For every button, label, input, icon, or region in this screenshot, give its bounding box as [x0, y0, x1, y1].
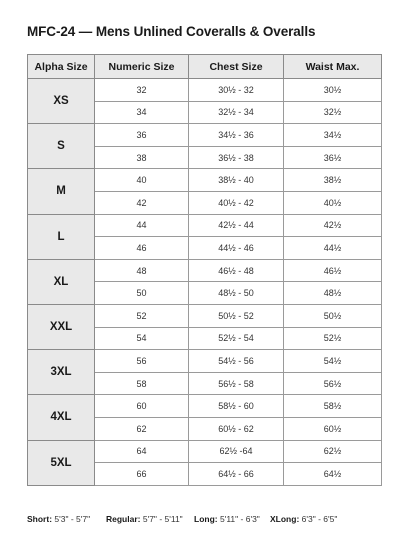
inseam-long-label: Long: — [194, 514, 218, 524]
waist-max-cell: 64½ — [284, 463, 382, 486]
numeric-size-cell: 64 — [95, 440, 189, 463]
numeric-size-cell: 52 — [95, 304, 189, 327]
chest-size-cell: 40½ - 42 — [189, 191, 284, 214]
alpha-size-cell: XXL — [28, 304, 95, 349]
chest-size-cell: 52½ - 54 — [189, 327, 284, 350]
chest-size-cell: 30½ - 32 — [189, 79, 284, 102]
numeric-size-cell: 66 — [95, 463, 189, 486]
waist-max-cell: 42½ — [284, 214, 382, 237]
numeric-size-cell: 34 — [95, 101, 189, 124]
numeric-size-cell: 44 — [95, 214, 189, 237]
alpha-size-cell: L — [28, 214, 95, 259]
inseam-xlong — [270, 514, 337, 524]
chest-size-cell: 38½ - 40 — [189, 169, 284, 192]
chest-size-cell: 36½ - 38 — [189, 146, 284, 169]
waist-max-cell: 60½ — [284, 417, 382, 440]
table-row — [28, 79, 382, 102]
numeric-size-cell: 48 — [95, 259, 189, 282]
numeric-size-cell: 50 — [95, 282, 189, 305]
inseam-regular-value: 5'7" - 5'11" — [142, 514, 183, 524]
table-row — [28, 395, 382, 418]
inseam-long-value: 5'11" - 6'3" — [219, 514, 260, 524]
waist-max-cell: 62½ — [284, 440, 382, 463]
table-row — [28, 304, 382, 327]
waist-max-cell: 52½ — [284, 327, 382, 350]
waist-max-cell: 40½ — [284, 191, 382, 214]
header-alpha-size: Alpha Size — [28, 55, 95, 79]
header-chest-size: Chest Size — [189, 55, 284, 79]
waist-max-cell: 30½ — [284, 79, 382, 102]
chest-size-cell: 60½ - 62 — [189, 417, 284, 440]
alpha-size-cell: 5XL — [28, 440, 95, 485]
waist-max-cell: 38½ — [284, 169, 382, 192]
alpha-size-cell: 4XL — [28, 395, 95, 440]
waist-max-cell: 56½ — [284, 372, 382, 395]
chest-size-cell: 54½ - 56 — [189, 350, 284, 373]
alpha-size-cell: M — [28, 169, 95, 214]
inseam-xlong-value: 6'3" - 6'5" — [301, 514, 338, 524]
chest-size-cell: 44½ - 46 — [189, 237, 284, 260]
numeric-size-cell: 36 — [95, 124, 189, 147]
page-title: MFC-24 — Mens Unlined Coveralls & Overalls — [27, 24, 316, 39]
chest-size-cell: 58½ - 60 — [189, 395, 284, 418]
table-row — [28, 169, 382, 192]
inseam-short-value: 5'3" - 5'7" — [54, 514, 91, 524]
table-row — [28, 124, 382, 147]
chest-size-cell: 42½ - 44 — [189, 214, 284, 237]
inseam-regular-label: Regular: — [106, 514, 141, 524]
numeric-size-cell: 40 — [95, 169, 189, 192]
alpha-size-cell: XL — [28, 259, 95, 304]
waist-max-cell: 32½ — [284, 101, 382, 124]
alpha-size-cell: XS — [28, 79, 95, 124]
waist-max-cell: 48½ — [284, 282, 382, 305]
alpha-size-cell: 3XL — [28, 350, 95, 395]
header-row — [28, 55, 382, 79]
waist-max-cell: 44½ — [284, 237, 382, 260]
inseam-short — [27, 514, 106, 524]
chest-size-cell: 34½ - 36 — [189, 124, 284, 147]
inseam-long — [194, 514, 270, 524]
numeric-size-cell: 58 — [95, 372, 189, 395]
table-row — [28, 214, 382, 237]
chest-size-cell: 32½ - 34 — [189, 101, 284, 124]
waist-max-cell: 46½ — [284, 259, 382, 282]
chest-size-cell: 56½ - 58 — [189, 372, 284, 395]
inseam-legend — [27, 514, 387, 524]
numeric-size-cell: 56 — [95, 350, 189, 373]
chest-size-cell: 46½ - 48 — [189, 259, 284, 282]
alpha-size-cell: S — [28, 124, 95, 169]
inseam-regular — [106, 514, 194, 524]
chest-size-cell: 50½ - 52 — [189, 304, 284, 327]
table-row — [28, 350, 382, 373]
size-chart-table — [27, 54, 382, 486]
numeric-size-cell: 42 — [95, 191, 189, 214]
waist-max-cell: 54½ — [284, 350, 382, 373]
waist-max-cell: 50½ — [284, 304, 382, 327]
numeric-size-cell: 62 — [95, 417, 189, 440]
table-row — [28, 259, 382, 282]
inseam-short-label: Short: — [27, 514, 53, 524]
chest-size-cell: 48½ - 50 — [189, 282, 284, 305]
chest-size-cell: 62½ -64 — [189, 440, 284, 463]
numeric-size-cell: 32 — [95, 79, 189, 102]
numeric-size-cell: 54 — [95, 327, 189, 350]
waist-max-cell: 34½ — [284, 124, 382, 147]
header-waist-max: Waist Max. — [284, 55, 382, 79]
chest-size-cell: 64½ - 66 — [189, 463, 284, 486]
waist-max-cell: 58½ — [284, 395, 382, 418]
numeric-size-cell: 60 — [95, 395, 189, 418]
table-row — [28, 440, 382, 463]
inseam-xlong-label: XLong: — [270, 514, 300, 524]
waist-max-cell: 36½ — [284, 146, 382, 169]
header-numeric-size: Numeric Size — [95, 55, 189, 79]
numeric-size-cell: 38 — [95, 146, 189, 169]
numeric-size-cell: 46 — [95, 237, 189, 260]
